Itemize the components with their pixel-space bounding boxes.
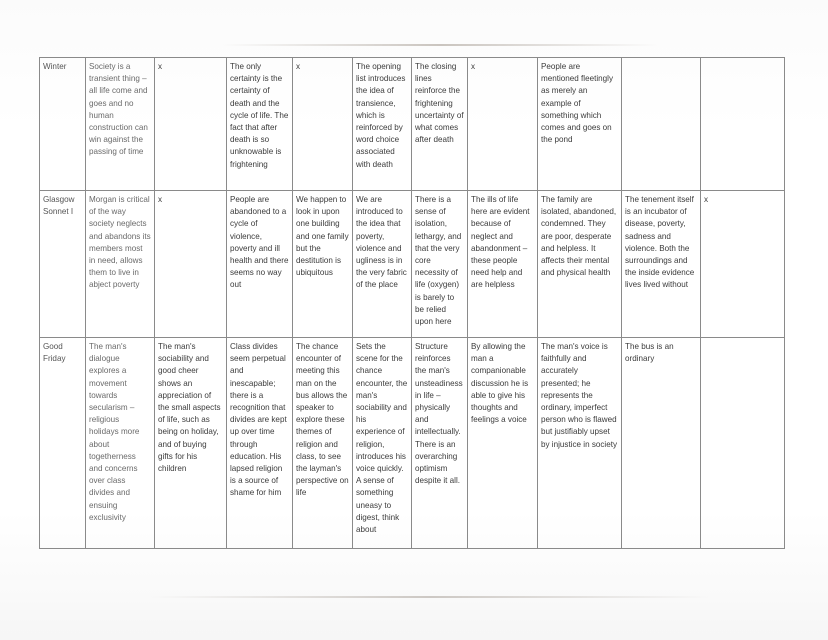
table-cell: Society is a transient thing – all life come and goes and no human construction can win against the passing of time: [86, 58, 155, 191]
page-fold-shadow-top: [220, 44, 660, 46]
table-cell: There is a sense of isolation, lethargy, and that the very core necessity of life (oxygen) is barely to be relied upon here: [412, 191, 468, 338]
table-row: [40, 191, 785, 338]
table-cell: Class divides seem perpetual and inescapable; there is a recognition that divides are kept up over time through education. His lapsed religion is a source of shame for him: [227, 338, 293, 549]
poem-title-cell: Winter: [40, 58, 86, 191]
analysis-table: [39, 57, 785, 549]
table-cell: [622, 58, 701, 191]
table-cell: The chance encounter of meeting this man on the bus allows the speaker to explore these themes of religion and class, to see the layman's perspective on life: [293, 338, 353, 549]
table-cell: Morgan is critical of the way society neglects and abandons its members most in need, allows them to live in abject poverty: [86, 191, 155, 338]
table-cell: Structure reinforces the man's unsteadiness in life – physically and intellectually. There is an overarching optimism despite it all.: [412, 338, 468, 549]
table-cell: We happen to look in upon one building and one family but the destitution is ubiquitous: [293, 191, 353, 338]
table-cell: [701, 338, 785, 549]
table-cell: x: [468, 58, 538, 191]
table-cell: By allowing the man a companionable discussion he is able to give his thoughts and feelings a voice: [468, 338, 538, 549]
table-row: [40, 338, 785, 549]
poem-title-cell: Glasgow Sonnet I: [40, 191, 86, 338]
table-cell: The family are isolated, abandoned, condemned. They are poor, desperate and helpless. It affects their mental and physical health: [538, 191, 622, 338]
table-cell: Sets the scene for the chance encounter, the man's sociability and his experience of religion, introduces his voice quickly. A sense of something uneasy to digest, think about: [353, 338, 412, 549]
table-cell: The closing lines reinforce the frightening uncertainty of what comes after death: [412, 58, 468, 191]
page-fold-shadow-bottom: [150, 596, 710, 598]
table-cell: x: [155, 191, 227, 338]
table-cell: The only certainty is the certainty of death and the cycle of life. The fact that after death is so unknowable is frightening: [227, 58, 293, 191]
table-cell: The bus is an ordinary: [622, 338, 701, 549]
table-cell: The man's sociability and good cheer shows an appreciation of the small aspects of life, such as being on holiday, and of buying gifts for his children: [155, 338, 227, 549]
table-cell: The ills of life here are evident because of neglect and abandonment – these people need help and are helpless: [468, 191, 538, 338]
table-cell: People are abandoned to a cycle of violence, poverty and ill health and there seems no way out: [227, 191, 293, 338]
table-cell: People are mentioned fleetingly as merely an example of something which comes and goes on the pond: [538, 58, 622, 191]
table-cell: The opening list introduces the idea of transience, which is reinforced by word choice associated with death: [353, 58, 412, 191]
table-cell: [701, 58, 785, 191]
table-cell: The man's voice is faithfully and accurately presented; he represents the ordinary, imperfect person who is flawed but justifiably upset by injustice in society: [538, 338, 622, 549]
table-cell: We are introduced to the idea that poverty, violence and ugliness is in the very fabric of the place: [353, 191, 412, 338]
table-row: [40, 58, 785, 191]
poem-title-cell: Good Friday: [40, 338, 86, 549]
table-cell: x: [155, 58, 227, 191]
table-cell: The tenement itself is an incubator of disease, poverty, sadness and violence. Both the surroundings and the inside evidence lives lived without: [622, 191, 701, 338]
table-cell: x: [701, 191, 785, 338]
table-cell: The man's dialogue explores a movement towards secularism – religious holidays more about togetherness and concerns over class divides and ensuing exclusivity: [86, 338, 155, 549]
table-cell: x: [293, 58, 353, 191]
